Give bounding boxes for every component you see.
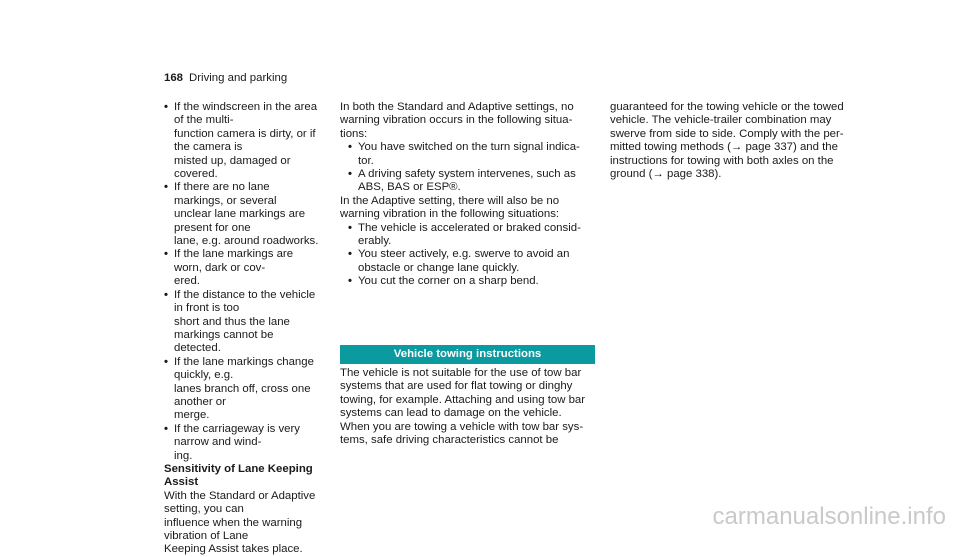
- situation-list: [340, 141, 595, 195]
- towing-paragraph: The vehicle is not suitable for the use of tow bar systems that are used for flat towing or dinghy towing, for example. Attaching and using tow bar systems can lead to damage on the vehicle. When you are towing a vehicle with tow bar sys- tems, safe driving characteristics cannot be: [340, 367, 586, 447]
- bullet-icon: •: [348, 168, 352, 181]
- list-item: • You have switched on the turn signal indica- tor.: [348, 141, 580, 167]
- bullet-icon: •: [164, 288, 168, 301]
- adaptive-situation-list: [340, 222, 595, 289]
- bullet-icon: •: [164, 355, 168, 368]
- list-item: • If there are no lane markings, or several unclear lane markings are present for one lane, e.g. around roadworks.: [164, 181, 319, 248]
- list-item: • If the lane markings change quickly, e.g. lanes branch off, cross one another or merge.: [164, 355, 314, 422]
- list-item: • If the distance to the vehicle in front is too short and thus the lane markings cannot be detected.: [164, 288, 316, 355]
- list-item: • If the carriageway is very narrow and wind- ing.: [164, 422, 300, 462]
- bullet-icon: •: [164, 181, 168, 194]
- subheading: Sensitivity of Lane Keeping Assist: [164, 462, 313, 489]
- watermark: carmanualsonline.info: [712, 503, 946, 530]
- page-number: 168: [164, 72, 184, 84]
- section-heading: Vehicle towing instructions: [393, 348, 542, 360]
- intro-paragraph: In both the Standard and Adaptive settings, no warning vibration occurs in the following situa- tions:: [340, 101, 574, 140]
- bullet-icon: •: [348, 248, 352, 261]
- paragraph: With the Standard or Adaptive setting, you can influence when the warning vibration of Lane Keeping Assist takes place.: [164, 489, 316, 556]
- bullet-icon: •: [348, 275, 352, 288]
- column-left: [164, 101, 322, 557]
- adaptive-paragraph: In the Adaptive setting, there will also be no warning vibration in the following situations:: [340, 194, 560, 221]
- list-item: • You cut the corner on a sharp bend.: [348, 275, 539, 288]
- towing-section-body: [340, 367, 595, 447]
- column-middle: [340, 101, 595, 289]
- bullet-icon: •: [348, 221, 352, 234]
- condition-list: [164, 101, 322, 463]
- towing-continuation-paragraph: guaranteed for the towing vehicle or the towed vehicle. The vehicle-trailer combination may swerve from side to side. Comply with the per- mitted towing methods (→ page 337) and the instructions for towing with both axles on the ground (→ page 338).: [610, 101, 844, 181]
- section-heading-bar: [340, 345, 595, 364]
- list-item: • You steer actively, e.g. swerve to avoid an obstacle or change lane quickly.: [348, 248, 570, 274]
- page-header: [164, 71, 287, 85]
- bullet-icon: •: [164, 101, 168, 113]
- bullet-icon: •: [164, 422, 168, 435]
- list-item: • The vehicle is accelerated or braked consid- erably.: [348, 221, 581, 248]
- list-item: • If the lane markings are worn, dark or cov- ered.: [164, 248, 294, 288]
- list-item: • A driving safety system intervenes, such as ABS, BAS or ESP®.: [348, 168, 576, 194]
- list-item: • If the windscreen in the area of the multi- function camera is dirty, or if the camera is misted up, damaged or covered.: [164, 101, 318, 181]
- bullet-icon: •: [348, 141, 352, 154]
- bullet-icon: •: [164, 248, 168, 261]
- column-right: [610, 101, 865, 181]
- section-title: Driving and parking: [189, 72, 288, 84]
